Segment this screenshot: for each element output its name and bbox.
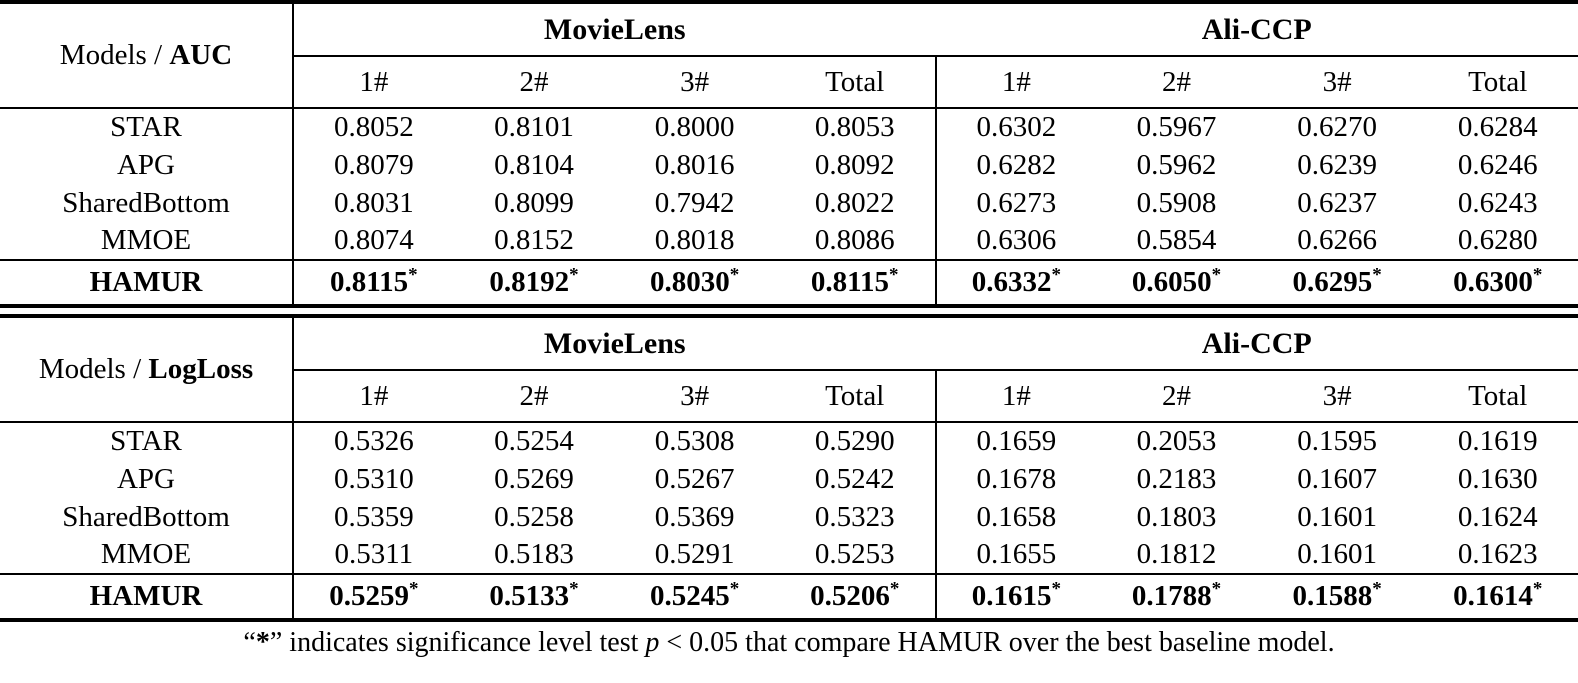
baseline-model-row [0, 108, 1578, 146]
significance-asterisk: * [1532, 578, 1543, 600]
metric-value-cell: 0.6266 [1297, 224, 1377, 256]
metric-value-cell: 0.1788* [1096, 574, 1257, 620]
column-header-split: 1# [293, 56, 454, 108]
metric-value-cell: 0.6273 [936, 184, 1097, 222]
metric-value-cell: 0.1623 [1457, 538, 1538, 570]
column-header-total: Total [775, 370, 936, 422]
logloss-results-table [0, 314, 1578, 622]
metric-value-cell: 0.6282 [936, 146, 1097, 184]
corner-label-metric: AUC [169, 39, 233, 71]
metric-value-cell: 0.2183 [1136, 462, 1217, 495]
model-name-cell: HAMUR [0, 260, 293, 306]
significance-asterisk: * [569, 578, 579, 600]
metric-value-cell: 0.1630 [1457, 462, 1538, 495]
corner-label-cell [0, 316, 293, 422]
metric-value-cell: 0.5206* [775, 574, 936, 620]
metric-value-cell: 0.5359 [333, 500, 414, 533]
model-name-cell: MMOE [0, 222, 293, 260]
dataset-header-row [0, 2, 1578, 56]
metric-value-cell: 0.6280 [1457, 224, 1538, 256]
metric-value-cell: 0.6237 [1297, 186, 1377, 219]
metric-value-cell: 0.6239 [1297, 148, 1377, 181]
metric-value-cell: 0.6306 [936, 222, 1097, 260]
column-header-split: 1# [293, 370, 454, 422]
significance-asterisk: * [1372, 578, 1382, 600]
significance-asterisk: * [408, 578, 419, 600]
metric-value-cell: 0.8031 [333, 186, 414, 219]
metric-value-cell: 0.1607 [1297, 462, 1377, 495]
model-name-cell: APG [0, 146, 293, 184]
model-name-cell: STAR [0, 422, 293, 460]
metric-value-cell: 0.5269 [494, 462, 574, 495]
baseline-model-row [0, 422, 1578, 460]
model-name-cell: SharedBottom [0, 184, 293, 222]
metric-value-cell: 0.8101 [494, 111, 574, 143]
metric-value-cell: 0.5308 [654, 425, 735, 457]
metric-value-cell: 0.5311 [334, 538, 414, 570]
metric-value-cell: 0.1601 [1297, 538, 1377, 570]
footnote-text-before: indicates significance level test [282, 627, 646, 658]
footnote-quote-close: ” [269, 627, 283, 658]
metric-value-cell: 0.5962 [1136, 148, 1217, 181]
footnote-asterisk: * [255, 627, 270, 658]
metric-value-cell: 0.5369 [654, 500, 735, 533]
column-header-split: 2# [454, 370, 615, 422]
significance-asterisk: * [1051, 578, 1061, 600]
column-header-split: 2# [1096, 370, 1257, 422]
metric-value-cell: 0.1812 [1136, 538, 1217, 570]
metric-value-cell: 0.6243 [1457, 186, 1538, 219]
metric-value-cell: 0.5291 [654, 538, 735, 570]
significance-asterisk: * [729, 264, 740, 286]
metric-value-cell: 0.1624 [1457, 500, 1538, 533]
metric-value-cell: 0.7942 [654, 186, 735, 219]
metric-value-cell: 0.1588* [1257, 574, 1418, 620]
metric-value-cell: 0.8086 [814, 224, 895, 256]
metric-value-cell: 0.5326 [333, 425, 414, 457]
metric-value-cell: 0.8092 [814, 148, 895, 181]
column-header-split: 1# [936, 370, 1097, 422]
column-header-total: Total [1417, 370, 1578, 422]
metric-value-cell: 0.8192* [454, 260, 615, 306]
metric-value-cell: 0.5908 [1136, 186, 1217, 219]
dataset-header-movielens: MovieLens [293, 316, 936, 370]
metric-value-cell: 0.8022 [814, 186, 895, 219]
baseline-model-row [0, 460, 1578, 498]
metric-value-cell: 0.8000 [654, 111, 735, 143]
metric-value-cell: 0.6302 [936, 108, 1097, 146]
significance-asterisk: * [408, 264, 418, 286]
metric-value-cell: 0.8152 [494, 224, 574, 256]
metric-value-cell: 0.5254 [494, 425, 574, 457]
metric-value-cell: 0.5183 [494, 538, 574, 570]
metric-value-cell: 0.1803 [1136, 500, 1217, 533]
metric-value-cell: 0.5967 [1136, 111, 1217, 143]
column-header-split: 3# [614, 56, 775, 108]
significance-asterisk: * [1532, 264, 1543, 286]
corner-label-cell [0, 2, 293, 108]
column-header-total: Total [1417, 56, 1578, 108]
metric-value-cell: 0.5310 [333, 462, 414, 495]
auc-results-table [0, 0, 1578, 308]
metric-value-cell: 0.2053 [1136, 425, 1217, 457]
model-name-cell: MMOE [0, 536, 293, 574]
metric-value-cell: 0.8052 [333, 111, 414, 143]
column-header-split: 3# [1257, 56, 1418, 108]
significance-asterisk: * [729, 578, 740, 600]
column-header-total: Total [775, 56, 936, 108]
footnote-text-after: < 0.05 that compare HAMUR over the best baseline model. [659, 627, 1335, 658]
significance-asterisk: * [889, 578, 900, 600]
dataset-header-movielens: MovieLens [293, 2, 936, 56]
metric-value-cell: 0.5242 [814, 462, 895, 495]
metric-value-cell: 0.8079 [333, 148, 414, 181]
significance-footnote [0, 622, 1578, 664]
metric-value-cell: 0.1615* [936, 574, 1097, 620]
dataset-header-ali-ccp: Ali-CCP [936, 316, 1578, 370]
metric-value-cell: 0.5854 [1136, 224, 1217, 256]
best-model-row [0, 260, 1578, 306]
significance-asterisk: * [1051, 264, 1061, 286]
metric-value-cell: 0.8018 [654, 224, 735, 256]
metric-value-cell: 0.5290 [814, 425, 895, 457]
baseline-model-row [0, 146, 1578, 184]
baseline-model-row [0, 222, 1578, 260]
metric-value-cell: 0.5323 [814, 500, 895, 533]
metric-value-cell: 0.6246 [1457, 148, 1538, 181]
column-header-split: 3# [614, 370, 775, 422]
metric-value-cell: 0.5245* [614, 574, 775, 620]
significance-asterisk: * [569, 264, 579, 286]
metric-value-cell: 0.1619 [1457, 425, 1538, 457]
metric-value-cell: 0.1658 [936, 498, 1097, 536]
metric-value-cell: 0.5259* [293, 574, 454, 620]
metric-value-cell: 0.5258 [494, 500, 574, 533]
metric-value-cell: 0.8074 [333, 224, 414, 256]
model-name-cell: SharedBottom [0, 498, 293, 536]
footnote-quote-open: “ [243, 627, 256, 658]
baseline-model-row [0, 184, 1578, 222]
metric-value-cell: 0.1614* [1417, 574, 1578, 620]
metric-value-cell: 0.1595 [1297, 425, 1377, 457]
corner-label-metric: LogLoss [148, 353, 254, 385]
metric-value-cell: 0.1655 [936, 536, 1097, 574]
metric-value-cell: 0.1659 [936, 422, 1097, 460]
baseline-model-row [0, 536, 1578, 574]
metric-value-cell: 0.5133* [454, 574, 615, 620]
column-header-split: 2# [454, 56, 615, 108]
metric-value-cell: 0.8099 [494, 186, 574, 219]
best-model-row [0, 574, 1578, 620]
dataset-header-ali-ccp: Ali-CCP [936, 2, 1578, 56]
metric-value-cell: 0.6300* [1417, 260, 1578, 306]
column-header-split: 1# [936, 56, 1097, 108]
column-header-split: 2# [1096, 56, 1257, 108]
significance-asterisk: * [1211, 264, 1222, 286]
metric-value-cell: 0.8115* [293, 260, 454, 306]
metric-value-cell: 0.8016 [654, 148, 735, 181]
significance-asterisk: * [889, 264, 899, 286]
corner-label-prefix: Models / [38, 353, 149, 385]
metric-value-cell: 0.5253 [814, 538, 895, 570]
metric-value-cell: 0.8104 [494, 148, 574, 181]
metric-value-cell: 0.1601 [1297, 500, 1377, 533]
metric-value-cell: 0.1678 [936, 460, 1097, 498]
metric-value-cell: 0.6050* [1096, 260, 1257, 306]
metric-value-cell: 0.5267 [654, 462, 735, 495]
significance-asterisk: * [1372, 264, 1382, 286]
corner-label-prefix: Models / [59, 39, 170, 71]
metric-value-cell: 0.6284 [1457, 111, 1538, 143]
footnote-p-symbol: p [645, 627, 660, 658]
metric-value-cell: 0.6270 [1297, 111, 1377, 143]
metric-value-cell: 0.8053 [814, 111, 895, 143]
model-name-cell: APG [0, 460, 293, 498]
metric-value-cell: 0.8115* [775, 260, 936, 306]
metric-value-cell: 0.6295* [1257, 260, 1418, 306]
metric-value-cell: 0.8030* [614, 260, 775, 306]
column-header-split: 3# [1257, 370, 1418, 422]
dataset-header-row [0, 316, 1578, 370]
baseline-model-row [0, 498, 1578, 536]
significance-asterisk: * [1211, 578, 1222, 600]
metric-value-cell: 0.6332* [936, 260, 1097, 306]
model-name-cell: HAMUR [0, 574, 293, 620]
model-name-cell: STAR [0, 108, 293, 146]
